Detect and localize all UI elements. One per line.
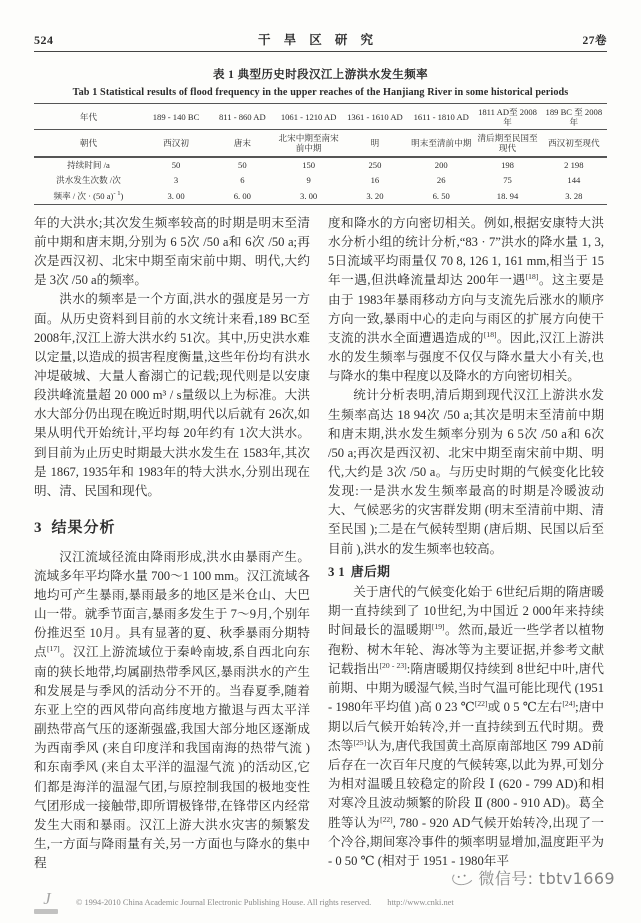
cell: 75 — [503, 175, 512, 186]
smiley-face-icon — [451, 868, 476, 887]
citation-ref: [18] — [483, 329, 497, 339]
cell: 50 — [171, 160, 181, 171]
citation-ref: [24] — [562, 699, 576, 709]
table-header-row — [34, 104, 607, 130]
cell: 唐末 — [233, 137, 251, 148]
paragraph-right-1: 度和降水的方向密切相关。例如,根据安康特大洪水分析小组的统计分析,“83 · 7”洪水的降水量 1, 3, 5日流域平均雨量仅 70 8, 126 1, 161 mm,相当于 15年一遇,但洪峰流量却达 200年一遇[18]。这主要是由于 1983年暴雨移动方向与支流先后涨水的顺序方向一致,暴雨中心的走向与雨区的扩展方向使干支流的洪水全面遭遇造成的[18]。因此,汉江上游洪水的发生频率与强度不仅仅与降水量大小有关,也与降水的集中程度以及降水的方向密切相关。 — [328, 215, 605, 384]
citation-ref: [22] — [474, 699, 488, 709]
cell: 3. 00 — [167, 190, 185, 201]
citation-ref: [17] — [47, 644, 60, 654]
section-heading-3 — [34, 517, 310, 540]
subsection-heading-3-1 — [328, 563, 604, 582]
journal-title: 干 旱 区 研 究 — [257, 33, 378, 47]
table-caption-cn: 表 1 典型历史时段汉江上游洪水发生频率 — [213, 69, 428, 81]
cell: 西汉初 — [163, 137, 189, 148]
cell: 200 — [434, 160, 448, 171]
cnki-url: http://www.cnki.net — [387, 897, 454, 907]
cell: 16 — [370, 175, 380, 186]
table-row — [34, 157, 607, 173]
left-column — [34, 214, 310, 873]
cell: 清后期至民国至现代 — [477, 132, 538, 153]
cell: 2 198 — [564, 160, 584, 171]
paragraph-left-3: 汉江流域径流由降雨形成,洪水由暴雨产生。流域多年平均降水量 700～1 100 mm。汉江流域各地均可产生暴雨,暴雨最多的地区是米仓山、大巴山一带。就季节面言,暴雨多发生于 7～9月,个别年份推迟至 10月。具有显著的夏、秋季暴雨分期特点[17]。汉江上游流域位于秦岭南坡,系自西北向东南的狭长地带,均属副热带季风区,暴雨洪水的产生和发展是与季风的活动分不开的。当春夏季,随着东亚上空的西风带向高纬度地方撤退与西太平洋副热带高气压的逐渐强盛,我国大部分地区逐渐成为西南季风 (来自印度洋和我国南海的热带气流 )和东南季风 (来自太平洋的温湿气流 )的活动区,它们都是海洋的温湿气团,与原控制我国的极地变性气团形成一接触带,即所谓极锋带,在锋带区内经常发生大雨和暴雨。汉江上游大洪水灾害的频繁发生,一方面与降雨量有关,另一方面也与降水的集中程 — [34, 549, 311, 871]
cell: 明 — [370, 137, 380, 148]
page-number: 524 — [34, 33, 54, 47]
cell: 198 — [501, 160, 514, 171]
table-header-c5: 1611 - 1810 AD — [408, 104, 474, 130]
table-header-c7: 189 BC 至 2008年 — [541, 104, 607, 130]
table-row — [34, 173, 607, 188]
footer-copyright — [76, 898, 454, 907]
table-block — [34, 66, 607, 205]
cell: 50 — [238, 160, 247, 171]
table-caption-en: Tab 1 Statistical results of flood frequency in the upper reaches of the Hanjiang River in some historical periods — [72, 87, 569, 98]
copyright-text: © 1994-2010 China Academic Journal Electronic Publishing House. All rights reserved. — [76, 897, 372, 907]
paragraph-left-2: 洪水的频率是一个方面,洪水的强度是另一方面。从历史资料到目前的水文统计来看,189 BC至 2008年,汉江上游大洪水约 51次。其中,历史洪水难以定量,以造成的损害程度衡量,这些年份均有洪水冲堤破城、大量人畜溺亡的记载;现代则是以安康段洪峰流量超 20 000 m³ / s量级以上为标准。大洪水大部分仍出现在晚近时期,明代以后就有 26次,如果从明代开始统计,平均每 20年约有 1次大洪水。到目前为止历史时期最大洪水发生在 1583年,其次是 1867, 1935年和 1983年的特大洪水,分别出现在明、清、民国和现代。 — [34, 292, 310, 498]
subsection-number: 3 1 — [328, 564, 345, 579]
cell: 9 — [306, 175, 311, 186]
subsection-title: 唐后期 — [350, 564, 391, 579]
citation-ref: [19] — [431, 622, 445, 632]
cell: 6. 00 — [233, 190, 251, 201]
page-footer — [0, 889, 641, 915]
cell: 26 — [436, 175, 446, 186]
cell: 144 — [567, 175, 581, 186]
paragraph-right-3: 关于唐代的气候变化始于 6世纪后期的隋唐暖期一直持续到了 10世纪,为中国近 2 000年来持续时间最长的温暖期[19]。然而,最近一些学者以植物孢粉、树木年轮、海冰等为主要证据,并参考文献记载指出[20 - 23]:隋唐暖期仅持续到 8世纪中叶,唐代前期、中期为暖湿气候,当时气温可能比现代 (1951 - 1980年平均值 )高 0 23 ℃[22]或 0 5 ℃左右[24];唐中期以后气候开始转冷,并一直持续到五代时期。费杰等[25]认为,唐代我国黄土高原南部地区 799 AD前后存在一次百年尺度的气候转寒,以此为界,可划分为相对温暖且较稳定的阶段 Ⅰ (620 - 799 AD)和相对寒冷且波动频繁的阶段 Ⅱ (800 - 910 AD)。葛全胜等认为[22], 780 - 920 AD气候开始转冷,出现了一个冷谷,期间寒冷事件的频率明显增加,温度距平为 - 0 50 ℃ (相对于 1951 - 1980年平 — [328, 585, 605, 869]
cnki-logo-icon — [34, 889, 60, 915]
citation-ref: [25] — [353, 737, 367, 747]
cell: 3. 28 — [565, 190, 583, 201]
row-label-duration: 持续时间 /a — [67, 160, 110, 171]
cell: 3. 00 — [300, 190, 318, 201]
cell: 3. 20 — [366, 190, 384, 201]
cnki-logo-glyph: J — [43, 889, 51, 908]
row-label-frequency: 频率 / 次 · (50 a)$^{- 1}$) — [53, 190, 124, 202]
table-header-c1: 189 - 140 BC — [143, 104, 209, 130]
cell: 明末至清前中期 — [411, 137, 472, 148]
table-row — [34, 130, 607, 157]
body-two-columns — [34, 214, 607, 873]
cell: 6 — [240, 175, 245, 186]
citation-ref: [20 - 23] — [379, 660, 407, 670]
cell: 3 — [173, 175, 179, 186]
paragraph-left-1: 年的大洪水;其次发生频率较高的时期是明末至清前中期和唐末期,分别为 6 5次 /50 a和 6次 /50 a;再次是西汉初、北宋中期至南宋前中期、明代,大约是 3次 /50 a的频率。 — [34, 215, 310, 288]
cell: 北宋中期至南宋前中期 — [278, 132, 339, 153]
right-column — [328, 214, 604, 873]
paragraph-right-2: 统计分析表明,清后期到现代汉江上游洪水发生频率高达 18 94次 /50 a;其次是明末至清前中期和唐末期,洪水发生频率分别为 6 5次 /50 a和 6次 /50 a;再次是西汉初、北宋中期至南宋前中期、明代,大约是 3次 /50 a。与历史时期的气候变化比较发现:一是洪水发生频率最高的时期是冷暖波动大、气候恶劣的灾害群发期 (明末至清前中期、清至民国 );二是在气候转型期 (唐后期、民国以后至目前 ),洪水的发生频率也较高。 — [328, 388, 604, 556]
cell: 250 — [368, 160, 382, 171]
section-number: 3 — [34, 519, 43, 536]
citation-ref: [22] — [380, 814, 393, 824]
row-label-flood-count: 洪水发生次数 /次 — [56, 175, 121, 186]
table-header-c6: 1811 AD至 2008年 — [474, 104, 540, 130]
cell: 西汉初至现代 — [548, 137, 600, 148]
table-header-period: 年代 — [34, 104, 143, 130]
flood-frequency-table — [34, 103, 607, 205]
table-header-c4: 1361 - 1610 AD — [342, 104, 408, 130]
running-head — [34, 0, 607, 48]
cell: 150 — [302, 160, 316, 171]
header-divider — [34, 51, 607, 52]
citation-ref: [18] — [525, 272, 539, 282]
table-header-c3: 1061 - 1210 AD — [275, 104, 341, 130]
section-title: 结果分析 — [51, 519, 116, 536]
cnki-logo-bar — [34, 909, 58, 914]
cell: 6. 50 — [432, 190, 450, 201]
wechat-watermark — [452, 866, 615, 889]
table-header-c2: 811 - 860 AD — [209, 104, 275, 130]
frequency-exponent: - 1 — [113, 190, 121, 198]
row-label-dynasty: 朝代 — [79, 137, 98, 148]
table-row — [34, 188, 607, 205]
volume-label: 27卷 — [582, 35, 607, 47]
watermark-text: 微信号: tbtv1669 — [478, 869, 615, 888]
cell: 18. 94 — [496, 190, 519, 201]
